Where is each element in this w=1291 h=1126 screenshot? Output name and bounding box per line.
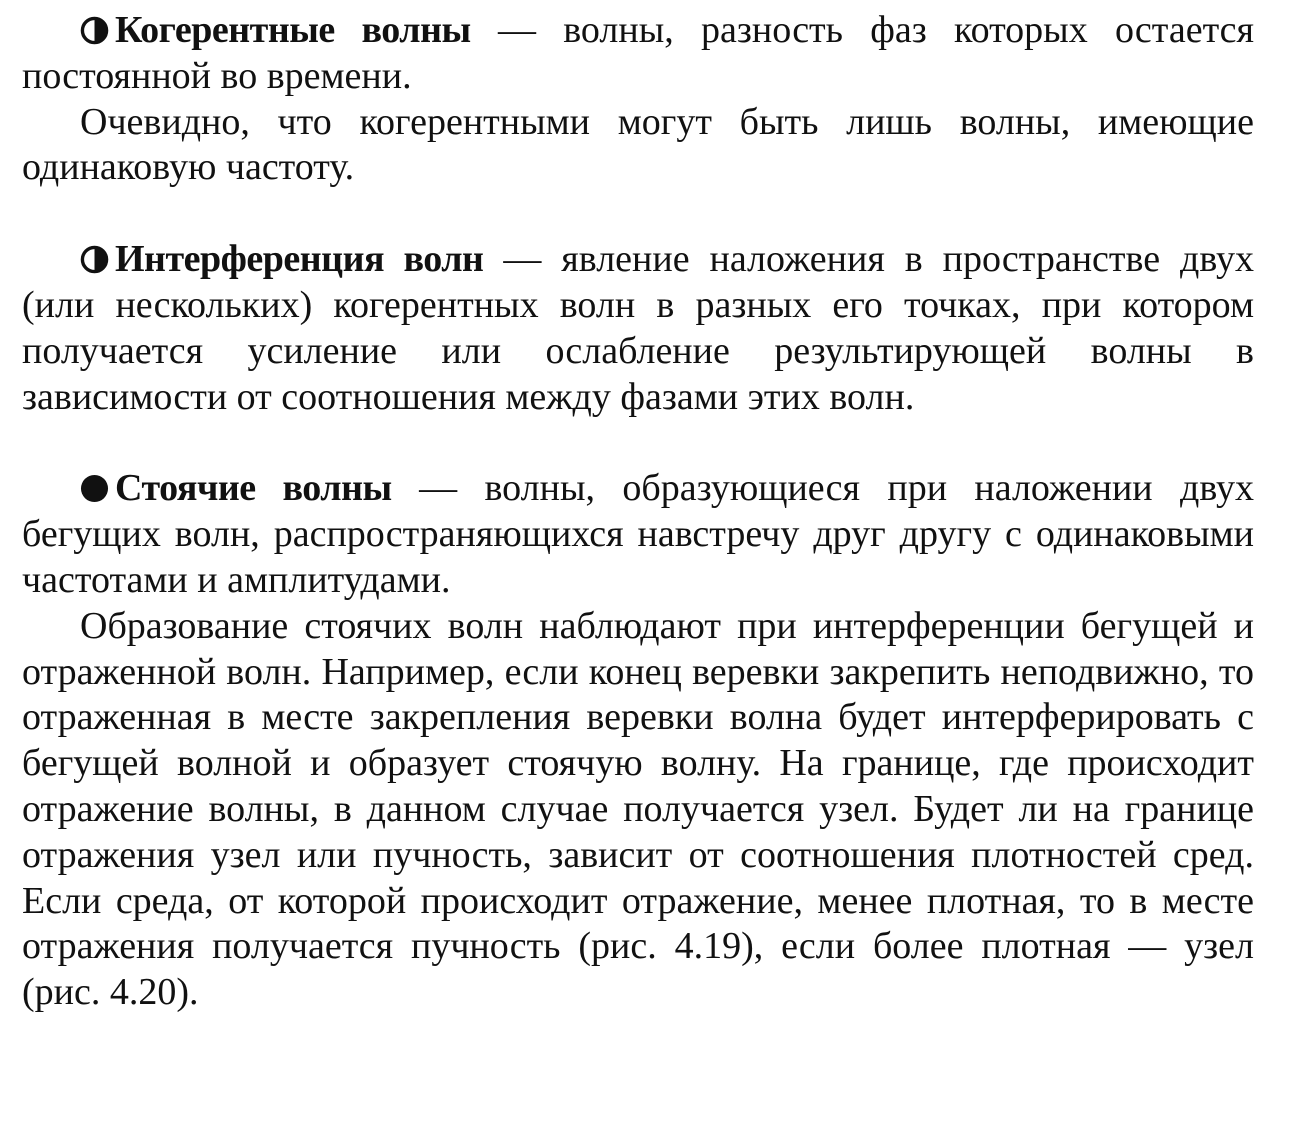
document-page bbox=[22, 8, 1254, 1016]
definition-text: — явление наложения в пространстве двух (или нескольких) когерентных волн в разных его точках, при котором получается усиление или ослабление результирующей волны в зависимости от соотношения между фазами этих волн. bbox=[22, 238, 1254, 418]
half-filled-circle-icon bbox=[80, 16, 109, 45]
term-label: Когерентные волны bbox=[115, 9, 471, 51]
definition-text: — волны, разность фаз которых остается постоянной во времени. bbox=[22, 9, 1255, 97]
half-filled-circle-icon bbox=[80, 245, 109, 274]
section-divider bbox=[22, 420, 1254, 466]
section-divider bbox=[22, 191, 1254, 237]
paragraph: Образование стоячих волн наблюдают при интерференции бегущей и отраженной волн. Например, если конец веревки закрепить неподвижно, то отраженная в месте закрепления веревки волна будет интерферировать с бегущей волной и образует стоячую волну. На границе, где происходит отражение волны, в данном случае получается узел. Будет ли на границе отражения узел или пучность, зависит от соотношения плотностей сред. Если среда, от которой происходит отражение, менее плотная, то в месте отражения получается пучность (рис. 4.19), если более плотная — узел (рис. 4.20). bbox=[22, 604, 1254, 1014]
definition-standing-waves bbox=[22, 466, 1254, 603]
definition-coherent-waves bbox=[22, 8, 1254, 100]
definition-interference bbox=[22, 237, 1254, 420]
term-label: Интерференция волн bbox=[115, 238, 484, 281]
definition-text: — волны, образующиеся при наложении двух бегущих волн, распространяющихся навстречу друг другу с одинаковыми частотами и амплитудами. bbox=[22, 467, 1254, 601]
filled-circle-icon bbox=[80, 474, 109, 503]
term-label: Стоячие волны bbox=[115, 467, 392, 510]
paragraph: Очевидно, что когерентными могут быть лишь волны, имеющие одинаковую частоту. bbox=[22, 100, 1254, 189]
